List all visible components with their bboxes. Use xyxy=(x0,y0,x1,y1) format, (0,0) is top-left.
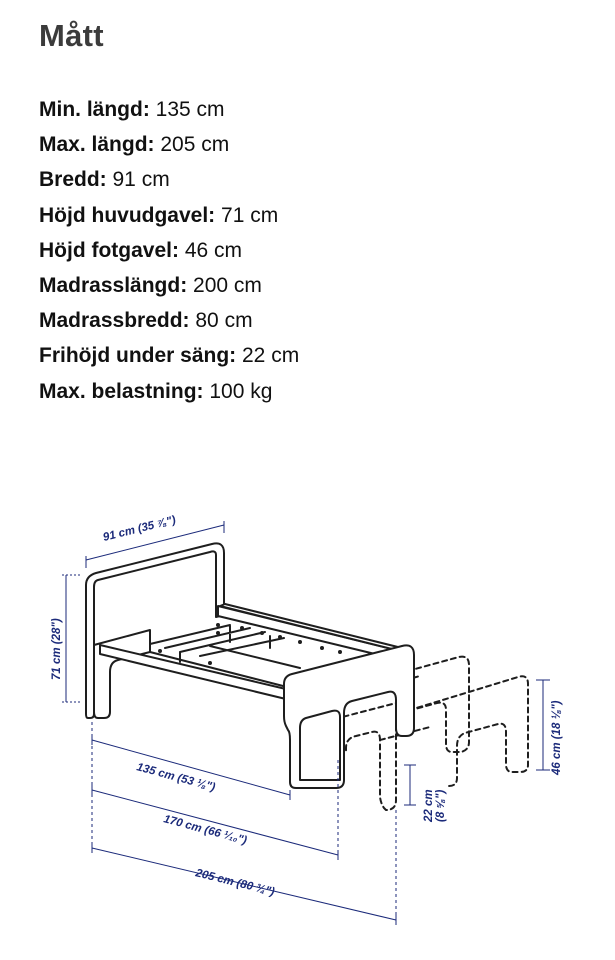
spec-label: Madrassbredd: xyxy=(39,309,190,333)
spec-value: 91 cm xyxy=(106,168,170,192)
spec-value: 46 cm xyxy=(179,238,243,262)
spec-value: 200 cm xyxy=(187,273,262,297)
spec-label: Höjd huvudgavel: xyxy=(39,203,216,227)
spec-row-min-length xyxy=(39,92,299,127)
spec-row-headboard-height xyxy=(39,198,299,233)
spec-row-mattress-length xyxy=(39,268,299,303)
spec-label: Frihöjd under säng: xyxy=(39,344,237,368)
spec-row-max-length xyxy=(39,127,299,162)
spec-value: 100 kg xyxy=(203,379,273,403)
spec-list xyxy=(39,92,299,409)
dim-length-min-label: 135 cm (53 ⅛") xyxy=(135,761,217,794)
dim-footboard-height-label: 46 cm (18 ⅛") xyxy=(551,700,563,775)
spec-label: Max. belastning: xyxy=(39,379,204,403)
dim-clearance-cm-label: 22 cm xyxy=(423,789,435,822)
footboard-extended-max xyxy=(400,676,528,786)
spec-label: Bredd: xyxy=(39,168,107,192)
spec-label: Madrasslängd: xyxy=(39,273,188,297)
dim-headboard-height-label: 71 cm (28") xyxy=(51,618,63,680)
spec-label: Min. längd: xyxy=(39,98,150,121)
dim-length-mid-label: 170 cm (66 ¹⁄₁₀") xyxy=(162,813,249,848)
spec-value: 71 cm xyxy=(215,203,279,227)
spec-label: Höjd fotgavel: xyxy=(39,238,179,262)
side-rail-front xyxy=(100,645,290,700)
spec-value: 135 cm xyxy=(149,98,225,121)
dim-length-max-label: 205 cm (80 ¾") xyxy=(194,867,276,899)
spec-row-clearance xyxy=(39,338,299,373)
headboard-leg-panel xyxy=(94,630,150,718)
spec-value: 80 cm xyxy=(189,309,253,333)
spec-row-width xyxy=(39,162,299,197)
spec-value: 22 cm xyxy=(236,344,300,368)
spec-row-max-load xyxy=(39,374,299,409)
spec-row-mattress-width xyxy=(39,303,299,338)
bed-dimension-diagram xyxy=(0,420,615,950)
spec-label: Max. längd: xyxy=(39,133,155,157)
dim-width-label: 91 cm (35 ⅞") xyxy=(101,514,178,544)
dim-clearance-in-label: (8 ⅝") xyxy=(435,789,447,822)
spec-value: 205 cm xyxy=(154,133,230,157)
footboard-leg-cutout xyxy=(300,711,340,780)
spec-row-footboard-height xyxy=(39,233,299,268)
page-title: Mått xyxy=(39,18,104,53)
